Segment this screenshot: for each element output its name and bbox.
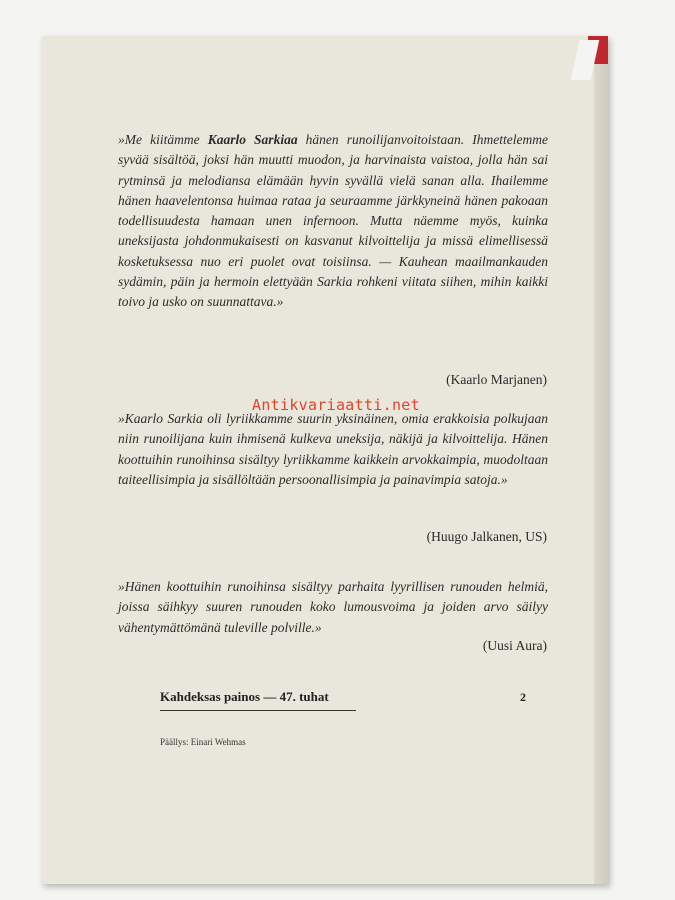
quote-3: »Hänen koottuihin runoihinsa sisältyy parhaita lyyrillisen runouden helmiä, joissa säihkyy suuren runouden koko lumousvoima ja joiden arvo säilyy vähentymättömänä tuleville polville.» xyxy=(118,579,548,635)
edition-info: Kahdeksas painos — 47. tuhat xyxy=(160,689,329,704)
cover-credit: Päällys: Einari Wehmas xyxy=(160,737,246,747)
page-number: 2 xyxy=(520,690,526,704)
quote-1-pre: »Me kiitämme xyxy=(118,132,208,147)
quote-2-attribution: (Huugo Jalkanen, US) xyxy=(426,529,547,544)
quote-1-attribution: (Kaarlo Marjanen) xyxy=(446,372,547,387)
quote-1 xyxy=(118,130,548,313)
quote-3-attribution: (Uusi Aura) xyxy=(482,638,547,653)
quote-2: »Kaarlo Sarkia oli lyriikkamme suurin yksinäinen, omia erakkoisia polkujaan niin runoilijana kuin ihmisenä kulkeva uneksija, näkijä ja kilvoittelija. Hänen koottuihin runoihinsa sisältyy lyriikkamme kaikkein arvokkaimpia, muodoltaan taiteellisimpia ja sisällöltään persoonallisimpia ja painavimpia satoja.» xyxy=(118,411,548,487)
watermark: Antikvariaatti.net xyxy=(252,396,420,414)
edition-underline xyxy=(160,710,356,711)
quote-1-author-name: Kaarlo Sarkiaa xyxy=(207,132,298,147)
quote-1-post: hänen runoilijanvoitoistaan. Ihmettelemme syvää sisältöä, joksi hän muutti muodon, ja harvinaista vaistoa, jolla hän sai rytminsä ja melodiansa elämään hyvin syvällä vielä sanan alla. Ihailemme hänen haavelentonsa huimaa rataa ja seuraamme järkkyneinä hänen pakoaan todellisuudesta hamaan unen infernoon. Mutta näemme myös, kuinka uneksijasta johdonmukaisesti on kasvanut kilvoittelija ja missä elimellisessä kosketuksessa nuo eri puolet ovat toisiinsa. — Kauhean maailmankauden sydämin, päin ja hermoin elettyään Sarkia rohkeni viitata siihen, mihin kaikki toivo ja usko on suunnattava.» xyxy=(118,132,548,310)
